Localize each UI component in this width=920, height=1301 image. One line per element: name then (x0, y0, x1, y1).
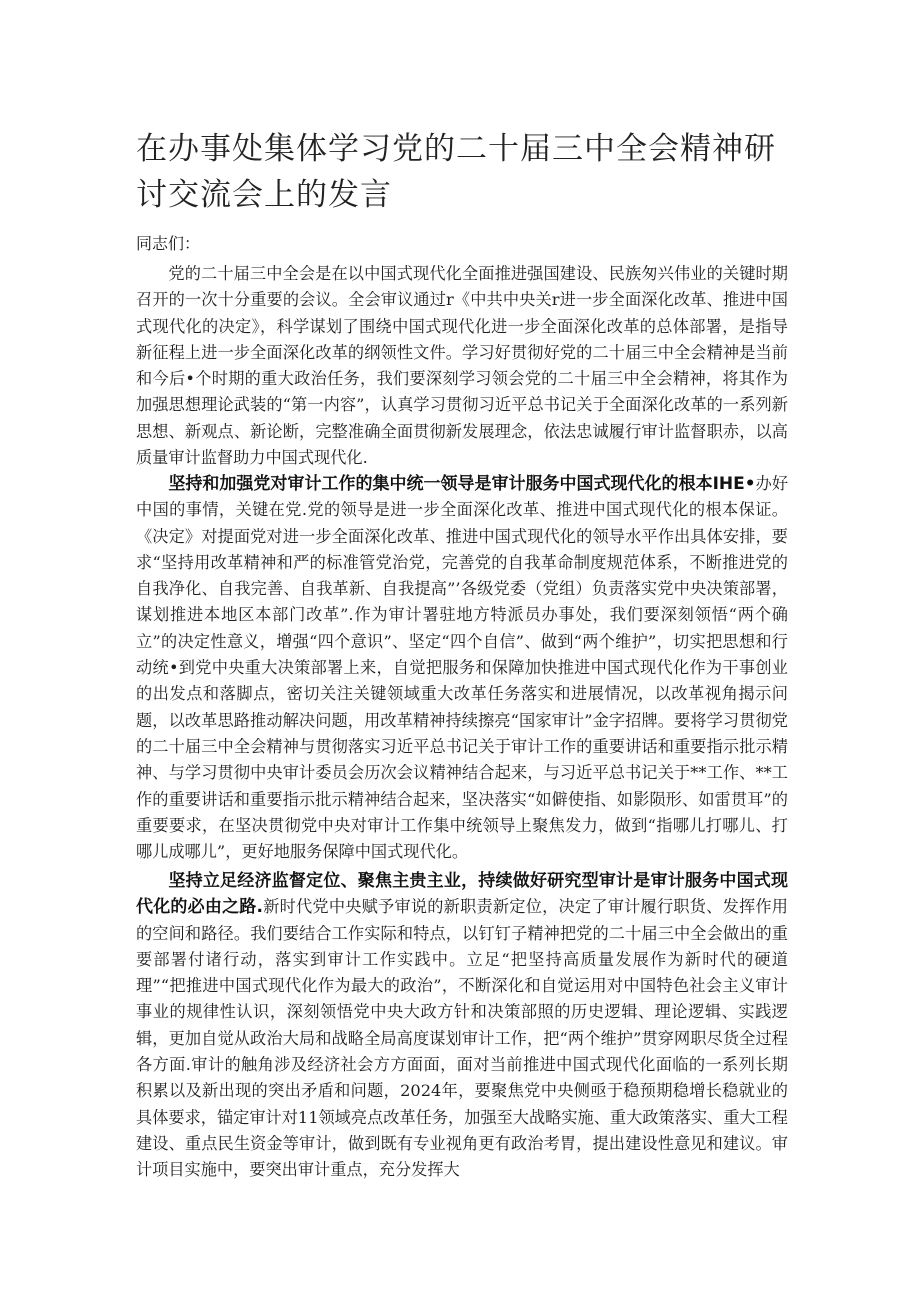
section-heading: 坚持和加强党对审计工作的集中统一领导是审计服务中国式现代化的根本IHE• (168, 474, 756, 494)
document-title: 在办事处集体学习党的二十届三中全会精神研讨交流会上的发言 (136, 131, 776, 213)
paragraph-body: 新时代党中央赋予审说的新职责新定位，决定了审计履行职货、发挥作用的空间和路径。我们要结合工作实际和特点，以钉钉子精神把党的二十届三中全会做出的重要部署付诸行动，落实到审计工作实践中。立足“把坚持高质量发展作为新时代的硬道理”“把推进中国式现代化作为最大的政治”，不断深化和自觉运用对中国特色社会主义审计事业的规律性认识，深刻领悟党中央大政方针和决策部照的历史逻辑、理论逻辑、实践逻辑，更加自觉从政治大局和战略全局高度谋划审计工作，把“两个维护”贯穿网职尽货全过程各方面.审计的触角涉及经济社会方方面面，面对当前推进中国式现代化面临的一系列长期积累以及新出现的突出矛盾和问题，2024年，要聚焦党中央侧亟于稳预期稳增长稳就业的具体要求，锚定审计对11领域亮点改革任务，加强至大战略实施、重大政策落实、重大工程建设、重点民生资金等审计，做到既有专业视角更有政治考胃，提出建设性意见和建议。审计项目实施中，要突出审计重点，充分发挥大 (136, 897, 788, 1180)
paragraph-body: 党的二十届三中全会是在以中国式现代化全面推进强国建设、民族匆兴伟业的关键时期召开的一次十分重要的会议。全会审议通过r《中共中央关r进一步全面深化改革、推进中国式现代化的决定》，科学谋划了围绕中国式现代化进一步全面深化改革的总体部署，是指导新征程上进一步全面深化改革的纲领性文件。学习好贯彻好党的二十届三中全会精神是当前和今后•个时期的重大政治任务，我们要深刻学习领会党的二十届三中全会精神，将其作为加强思想理论武装的“第一内容”，认真学习贯彻习近平总书记关于全面深化改革的一系列新思想、新观点、新论断，完整准确全面贯彻新发展理念，依法忠诚履行审计监督职赤，以高质量审计监督助力中国式现代化. (136, 264, 788, 468)
paragraph-intro (136, 261, 788, 471)
section-heading: 坚持立足经济监督定位、聚焦主贵主业，持续做好研究型审计是审计服务中国式现代化的必由之路. (136, 871, 788, 918)
salutation: 同志们： (136, 234, 201, 253)
paragraph-section-1 (136, 471, 788, 865)
paragraph-body: 办好中国的事情，关键在党.党的领导是进一步全面深化改革、推进中国式现代化的根本保证。《决定》对提面党对进一步全面深化改革、推进中国式现代化的领导水平作出具体安排，要求“坚持用改革精神和严的标准管党治党，完善党的自我革命制度规范体系，不断推进党的自我净化、自我完善、自我革新、自我提高”’各级党委（党组）负责落实党中央决策部署，谋划推进本地区本部门改革”.作为审计署驻地方特派员办事处，我们要深刻领悟“两个确立”的决定性意义，增强“四个意识”、坚定“四个自信”、做到“两个维护”，切实把思想和行动统•到党中央重大决策部署上来，自觉把服务和保障加快推进中国式现代化作为干事创业的出发点和落脚点，密切关注关键领域重大改革任务落实和进展情况，以改革视角揭示问题，以改革思路推动解决问题，用改革精神持续擦亮“国家审计”金字招牌。要将学习贯彻党的二十届三中全会精神与贯彻落实习近平总书记关于审计工作的重要讲话和重要指示批示精神、与学习贯彻中央审计委员会历次会议精神结合起来，与习近平总书记关于**工作、**工作的重要讲话和重要指示批示精神结合起来，坚决落实“如僻使指、如影陨形、如雷贯耳”的重要要求，在坚决贯彻党中央对审计工作集中统领导上聚焦发力，做到“指哪儿打哪儿、打哪儿成哪儿”，更好地服务保障中国式现代化。 (136, 474, 789, 862)
paragraph-section-2 (136, 868, 788, 1184)
